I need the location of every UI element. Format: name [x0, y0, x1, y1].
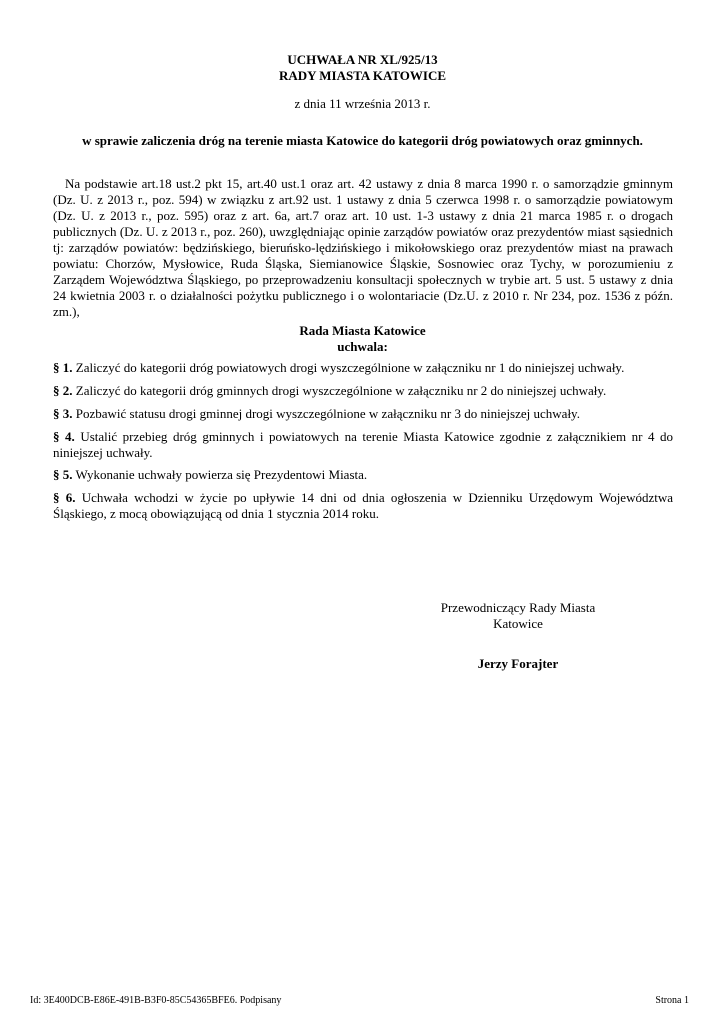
council-resolves [0, 323, 725, 355]
signature-role-line1: Przewodniczący Rady Miasta [440, 600, 596, 615]
page-number: Strona 1 [655, 995, 689, 1006]
paragraph-text: Wykonanie uchwały powierza się Prezydentowi Miasta. [72, 467, 368, 482]
paragraph-1 [53, 360, 673, 376]
paragraph-6 [53, 490, 673, 522]
paragraph-text: Zaliczyć do kategorii dróg gminnych drogi wyszczególnione w załączniku nr 2 do niniejszej uchwały. [72, 383, 607, 398]
paragraph-5 [53, 467, 673, 483]
resolution-date: z dnia 11 września 2013 r. [294, 96, 431, 111]
signature-role-line2: Katowice [493, 616, 543, 631]
paragraph-number: § 5. [53, 467, 73, 482]
paragraph-text: Ustalić przebieg dróg gminnych i powiatowych na terenie Miasta Katowice zgodnie z załącznikiem nr 4 do niniejszej uchwały. [53, 429, 674, 460]
signature-block [398, 600, 638, 672]
resolution-title [0, 52, 725, 84]
preamble [53, 176, 673, 320]
paragraph-number: § 2. [53, 383, 73, 398]
preamble-text: Na podstawie art.18 ust.2 pkt 15, art.40 ust.1 oraz art. 42 ustawy z dnia 8 marca 1990 r. o samorządzie gminnym (Dz. U. z 2013 r., poz. 594) w związku z art.92 ust. 1 ustawy z dnia 5 czerwca 1998 r. o samorządzie powiatowym (Dz. U. z 2013 r., poz. 595) oraz z art. 6a, art.7 oraz art. 10 ust. 1-3 ustawy z dnia 21 marca 1985 r. o drogach publicznych (Dz. U. z 2013 r., poz. 260), uwzględniając opinie zarządów powiatów oraz prezydentów miast sąsiednich tj: zarządów powiatów: będzińskiego, bieruńsko-lędzińskiego i mikołowskiego oraz prezydentów miast na prawach powiatu: Chorzów, Mysłowice, Ruda Śląska, Siemianowice Śląskie, Sosnowiec oraz Tychy, w porozumieniu z Zarządem Województwa Śląskiego, po przeprowadzeniu konsultacji społecznych w trybie art. 5 ust. 5 ustawy z dnia 24 kwietnia 2003 r. o działalności pożytku publicznego i o wolontariacie (Dz.U. z 2010 r. Nr 234, poz. 1536 z późn. zm.), [53, 176, 673, 319]
paragraph-number: § 1. [53, 360, 73, 375]
signatory-name: Jerzy Forajter [477, 656, 559, 671]
paragraph-number: § 4. [53, 429, 75, 444]
paragraph-2 [53, 383, 673, 399]
resolution-number: UCHWAŁA NR XL/925/13 [287, 52, 438, 67]
resolution-subject: w sprawie zaliczenia dróg na terenie miasta Katowice do kategorii dróg powiatowych oraz gminnych. [82, 133, 643, 148]
paragraph-4 [53, 429, 673, 461]
council-name-line: Rada Miasta Katowice [299, 323, 426, 338]
paragraph-number: § 6. [53, 490, 76, 505]
council-name: RADY MIASTA KATOWICE [278, 68, 447, 83]
paragraph-text: Uchwała wchodzi w życie po upływie 14 dni od dnia ogłoszenia w Dzienniku Urzędowym Województwa Śląskiego, z mocą obowiązującą od dnia 1 stycznia 2014 roku. [53, 490, 674, 521]
paragraph-number: § 3. [53, 406, 73, 421]
paragraph-3 [53, 406, 673, 422]
paragraph-text: Zaliczyć do kategorii dróg powiatowych drogi wyszczególnione w załączniku nr 1 do niniejszej uchwały. [72, 360, 625, 375]
document-id-footer: Id: 3E400DCB-E86E-491B-B3F0-85C54365BFE6. Podpisany [30, 995, 282, 1006]
resolves-word: uchwala: [337, 339, 388, 354]
paragraph-text: Pozbawić statusu drogi gminnej drogi wyszczególnione w załączniku nr 3 do niniejszej uchwały. [72, 406, 580, 421]
